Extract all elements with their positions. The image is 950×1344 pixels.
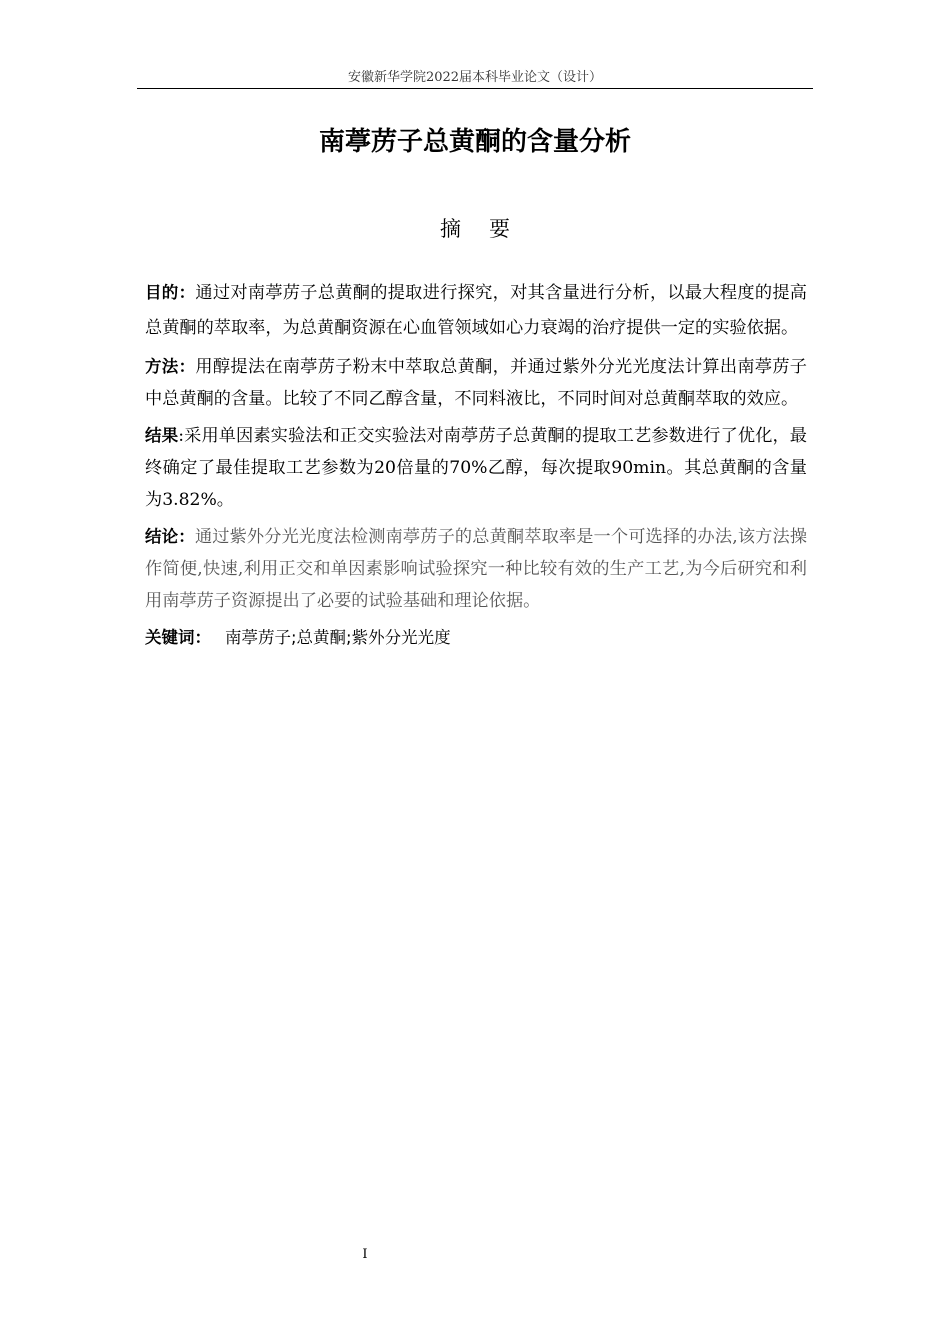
section-text: :采用单因素实验法和正交实验法对南葶苈子总黄酮的提取工艺参数进行了优化，最终确定了最佳提取工艺参数为20倍量的70%乙醇，每次提取90min。其总黄酮的含量为3.82%。	[145, 426, 807, 510]
abstract-heading: 摘要	[440, 217, 538, 241]
section-result	[145, 420, 807, 516]
keywords-value: 南葶苈子;总黄酮;紫外分光光度	[225, 628, 451, 647]
section-method	[145, 351, 807, 415]
page-number: I	[362, 1247, 368, 1262]
keywords-label: 关键词：	[145, 628, 211, 647]
section-label: 方法：	[145, 357, 196, 376]
section-label: 结论：	[145, 527, 195, 546]
section-text: 通过紫外分光光度法检测南葶苈子的总黄酮萃取率是一个可选择的办法,该方法操作简便,快速,利用正交和单因素影响试验探究一种比较有效的生产工艺,为今后研究和利用南葶苈子资源提出了必要的试验基础和理论依据。	[145, 527, 808, 611]
section-purpose	[145, 275, 807, 346]
section-text: 用醇提法在南葶苈子粉末中萃取总黄酮，并通过紫外分光光度法计算出南葶苈子中总黄酮的含量。比较了不同乙醇含量，不同料液比，不同时间对总黄酮萃取的效应。	[145, 357, 807, 409]
page-header: 安徽新华学院2022届本科毕业论文（设计）	[347, 70, 603, 85]
section-label: 目的：	[145, 283, 196, 302]
header-rule	[137, 88, 813, 89]
section-label: 结果	[145, 426, 179, 445]
abstract-body	[145, 275, 807, 654]
document-title: 南葶苈子总黄酮的含量分析	[318, 127, 631, 157]
section-conclusion	[145, 521, 807, 617]
keywords-line	[145, 622, 807, 654]
section-text: 通过对南葶苈子总黄酮的提取进行探究，对其含量进行分析，以最大程度的提高总黄酮的萃取率，为总黄酮资源在心血管领域如心力衰竭的治疗提供一定的实验依据。	[145, 283, 807, 338]
